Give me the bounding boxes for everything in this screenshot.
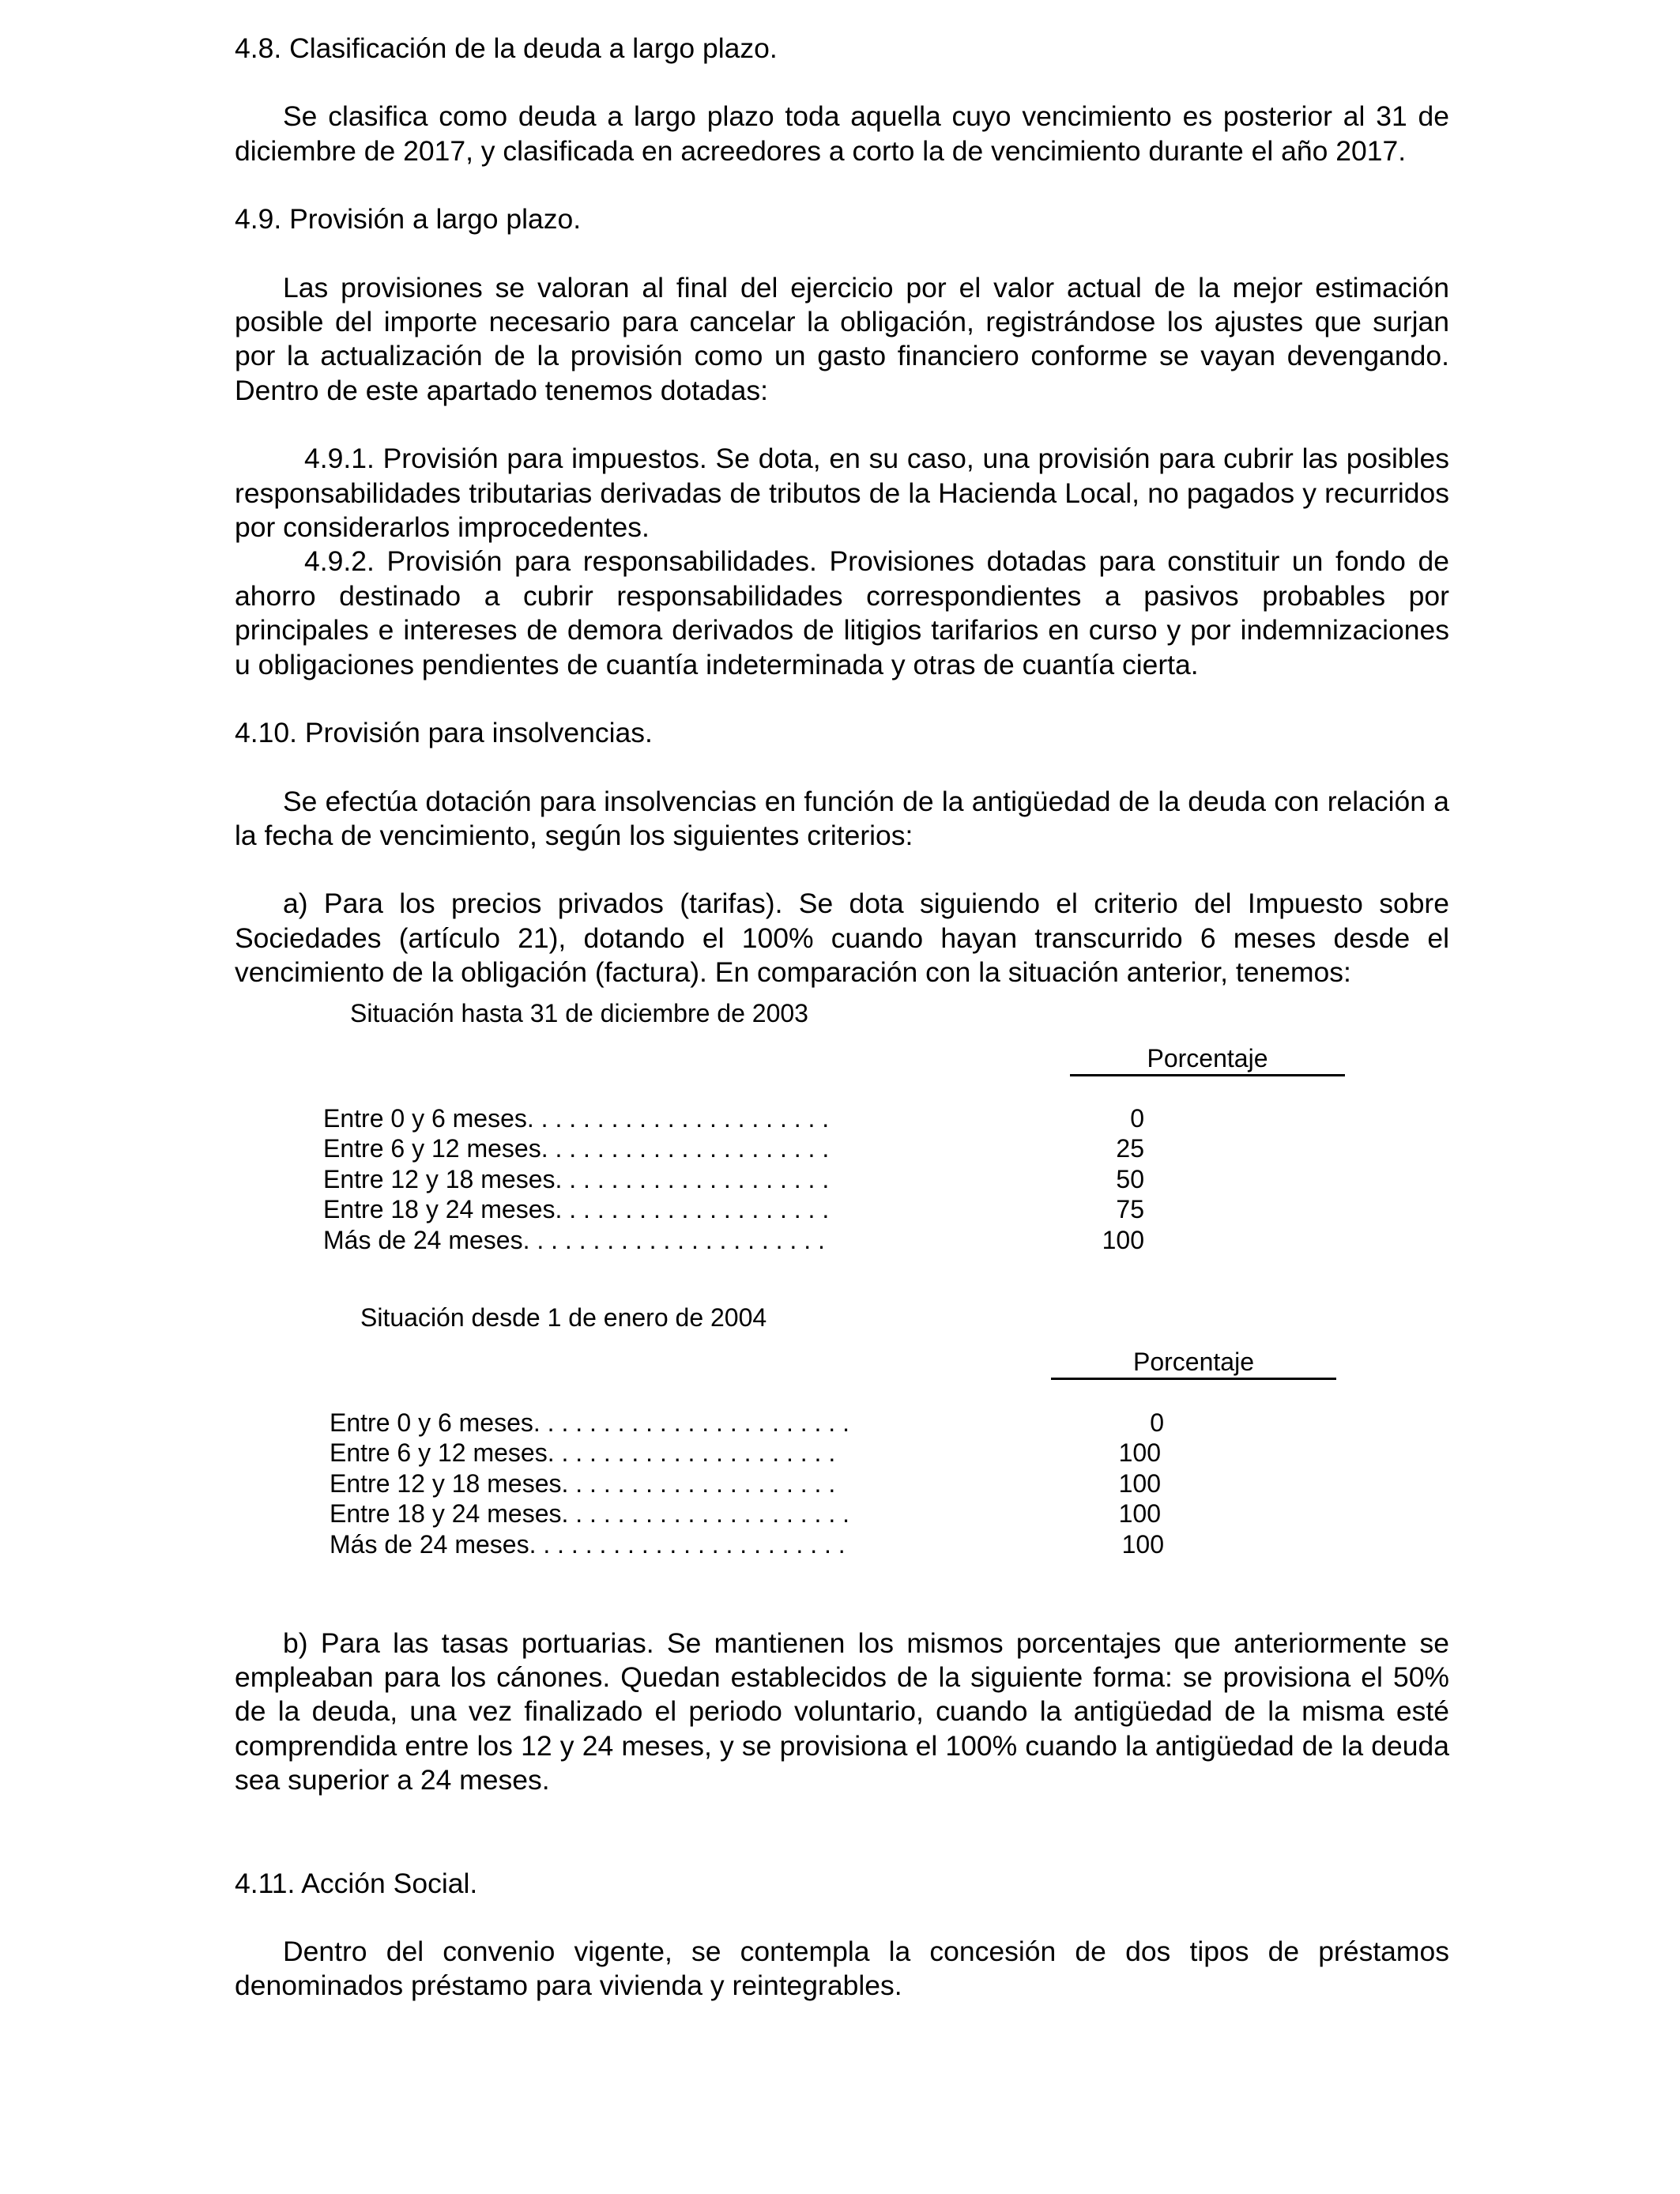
row-value: 100 xyxy=(1102,1225,1144,1254)
row-value: 100 xyxy=(1118,1438,1161,1468)
row-value: 50 xyxy=(1116,1164,1144,1193)
row-label: Entre 18 y 24 meses. . . . . . . . . . . . . . . . . . . . xyxy=(323,1195,830,1224)
row-label: Entre 0 y 6 meses. . . . . . . . . . . . . . . . . . . . . . xyxy=(323,1103,830,1133)
row-value: 25 xyxy=(1116,1134,1144,1163)
table-row xyxy=(330,1468,1357,1499)
section-heading-4-11: 4.11. Acción Social. xyxy=(235,1867,478,1899)
paragraph-4-9-1: 4.9.1. Provisión para impuestos. Se dota, en su caso, una provisión para cubrir las posibles responsabilidades tributarias derivadas de tributos de la Hacienda Local, no pagados y recurridos por considerarlos improcedentes. xyxy=(235,443,1449,544)
row-label: Entre 12 y 18 meses. . . . . . . . . . . . . . . . . . . . xyxy=(330,1468,836,1498)
row-value: 100 xyxy=(1121,1529,1164,1559)
table1-header: Porcentaje xyxy=(1070,1044,1345,1076)
table-row xyxy=(323,1225,1350,1256)
table-row xyxy=(323,1194,1350,1225)
row-value: 100 xyxy=(1118,1468,1161,1498)
row-label: Entre 0 y 6 meses. . . . . . . . . . . . . . . . . . . . . . . xyxy=(330,1408,849,1437)
table2-header: Porcentaje xyxy=(1051,1348,1336,1380)
table-row xyxy=(330,1438,1357,1468)
table1-caption: Situación hasta 31 de diciembre de 2003 xyxy=(350,998,808,1027)
row-value: 75 xyxy=(1116,1195,1144,1224)
paragraph-4-10: Se efectúa dotación para insolvencias en función de la antigüedad de la deuda con relación a la fecha de vencimiento, según los siguientes criterios: xyxy=(235,785,1449,851)
document-page xyxy=(235,32,1449,2004)
row-value: 100 xyxy=(1118,1499,1161,1529)
row-label: Entre 6 y 12 meses. . . . . . . . . . . . . . . . . . . . . xyxy=(323,1134,830,1163)
paragraph-4-10-a: a) Para los precios privados (tarifas). Se dota siguiendo el criterio del Impuesto sobre Sociedades (artículo 21), dotando el 100% cuando hayan transcurrido 6 meses desde el vencimiento de la obligación (factura). En comparación con la situación anterior, tenemos: xyxy=(235,888,1449,989)
row-value: 0 xyxy=(1150,1408,1164,1437)
row-label: Entre 6 y 12 meses. . . . . . . . . . . . . . . . . . . . . xyxy=(330,1438,836,1468)
insolvency-tables xyxy=(235,990,1449,1627)
section-heading-4-10: 4.10. Provisión para insolvencias. xyxy=(235,717,653,749)
table2-caption: Situación desde 1 de enero de 2004 xyxy=(360,1302,767,1332)
paragraph-4-11: Dentro del convenio vigente, se contempla la concesión de dos tipos de préstamos denominados préstamo para vivienda y reintegrables. xyxy=(235,1935,1449,2002)
row-label: Entre 12 y 18 meses. . . . . . . . . . . . . . . . . . . . xyxy=(323,1164,830,1193)
paragraph-4-8: Se clasifica como deuda a largo plazo toda aquella cuyo vencimiento es posterior al 31 de diciembre de 2017, y clasificada en acreedores a corto la de vencimiento durante el año 2017. xyxy=(235,100,1449,167)
table1-rows xyxy=(323,1103,1350,1256)
row-value: 0 xyxy=(1130,1103,1144,1133)
section-heading-4-8: 4.8. Clasificación de la deuda a largo plazo. xyxy=(235,32,778,64)
table-row xyxy=(323,1103,1350,1134)
paragraph-4-10-b: b) Para las tasas portuarias. Se mantienen los mismos porcentajes que anteriormente se empleaban para los cánones. Quedan establecidos de la siguiente forma: se provisiona el 50% de la deuda, una vez finalizado el periodo voluntario, cuando la antigüedad de la misma esté comprendida entre los 12 y 24 meses, y se provisiona el 100% cuando la antigüedad de la deuda sea superior a 24 meses. xyxy=(235,1627,1449,1796)
row-label: Entre 18 y 24 meses. . . . . . . . . . . . . . . . . . . . . xyxy=(330,1499,849,1529)
paragraph-4-9: Las provisiones se valoran al final del ejercicio por el valor actual de la mejor estimación posible del importe necesario para cancelar la obligación, registrándose los ajustes que surjan por la actualización de la provisión como un gasto financiero conforme se vayan devengando. Dentro de este apartado tenemos dotadas: xyxy=(235,271,1449,406)
row-label: Más de 24 meses. . . . . . . . . . . . . . . . . . . . . . xyxy=(323,1225,825,1254)
table-row xyxy=(330,1529,1357,1560)
paragraph-4-9-2: 4.9.2. Provisión para responsabilidades. Provisiones dotadas para constituir un fondo de ahorro destinado a cubrir responsabilidades correspondientes a pasivos probables por principales e intereses de demora derivados de litigios tarifarios en curso y por indemnizaciones u obligaciones pendientes de cuantía indeterminada y otras de cuantía cierta. xyxy=(235,545,1449,680)
row-label: Más de 24 meses. . . . . . . . . . . . . . . . . . . . . . . xyxy=(330,1529,846,1559)
table-row xyxy=(323,1133,1350,1164)
table-row xyxy=(323,1164,1350,1195)
table-row xyxy=(330,1408,1357,1438)
table-row xyxy=(330,1498,1357,1529)
section-heading-4-9: 4.9. Provisión a largo plazo. xyxy=(235,203,582,236)
table2-rows xyxy=(330,1408,1357,1560)
